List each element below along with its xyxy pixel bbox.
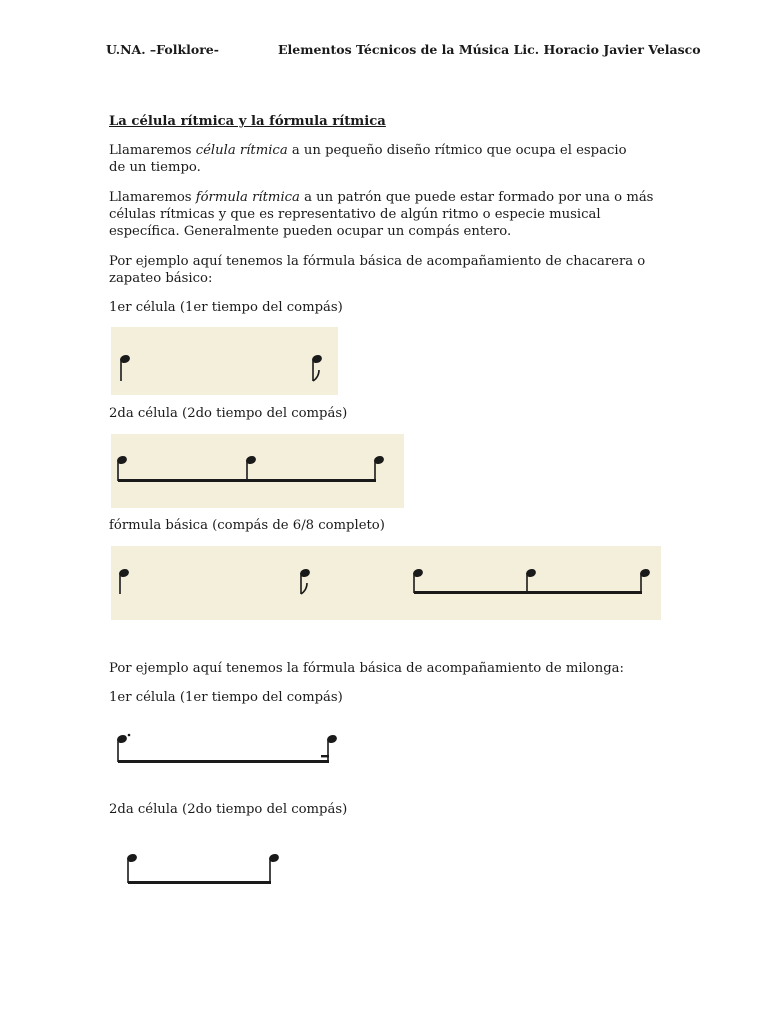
header-left: U.NA. –Folklore- [106, 42, 219, 57]
beam [128, 881, 271, 884]
label-milonga-cell-2: 2da célula (2do tiempo del compás) [109, 802, 348, 817]
label-chacarera-formula: fórmula básica (compás de 6/8 completo) [109, 518, 385, 533]
section-title: La célula rítmica y la fórmula rítmica [109, 114, 386, 129]
paragraph-milonga-intro: Por ejemplo aquí tenemos la fórmula básica de acompañamiento de milonga: [109, 661, 624, 676]
paragraph-definition-formula: Llamaremos fórmula rítmica a un patrón que puede estar formado por una o más células rítmicas y que es representativo de algún ritmo o especie musical específica. Generalmente pueden ocupar un compás entero. [109, 190, 654, 239]
paragraph-definition-cell: Llamaremos célula rítmica a un pequeño diseño rítmico que ocupa el espacio de un tiempo. [109, 143, 627, 175]
label-milonga-cell-1: 1er célula (1er tiempo del compás) [109, 690, 343, 705]
paragraph-chacarera-intro: Por ejemplo aquí tenemos la fórmula básica de acompañamiento de chacarera o zapateo básico: [109, 254, 646, 286]
label-chacarera-cell-2: 2da célula (2do tiempo del compás) [109, 406, 348, 421]
header-right: Elementos Técnicos de la Música Lic. Horacio Javier Velasco [278, 42, 701, 57]
label-chacarera-cell-1: 1er célula (1er tiempo del compás) [109, 300, 343, 315]
